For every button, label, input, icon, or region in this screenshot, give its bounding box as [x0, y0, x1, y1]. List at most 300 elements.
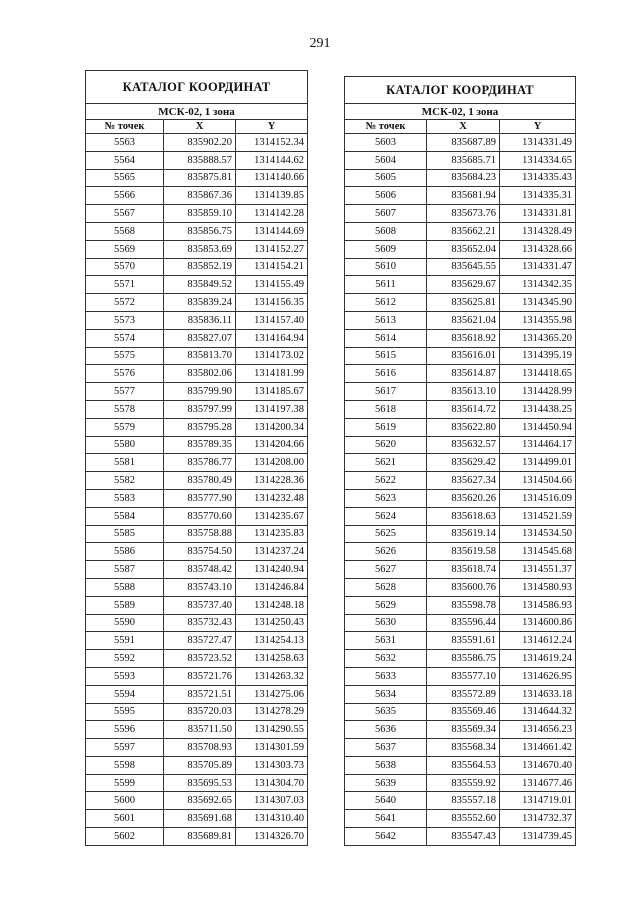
y-coordinate-cell: 1314156.35 — [236, 294, 308, 312]
y-coordinate-cell: 1314248.18 — [236, 596, 308, 614]
y-coordinate-cell: 1314499.01 — [500, 454, 576, 472]
point-number-cell: 5608 — [345, 222, 427, 240]
table-row — [345, 436, 576, 454]
y-coordinate-cell: 1314612.24 — [500, 632, 576, 650]
x-coordinate-cell: 835786.77 — [164, 454, 236, 472]
table-row — [345, 596, 576, 614]
x-coordinate-cell: 835569.34 — [427, 721, 500, 739]
x-coordinate-cell: 835568.34 — [427, 739, 500, 757]
y-coordinate-cell: 1314140.66 — [236, 169, 308, 187]
point-number-cell: 5602 — [86, 828, 164, 846]
y-coordinate-cell: 1314719.01 — [500, 792, 576, 810]
y-coordinate-cell: 1314504.66 — [500, 472, 576, 490]
point-number-cell: 5600 — [86, 792, 164, 810]
y-coordinate-cell: 1314310.40 — [236, 810, 308, 828]
table-row — [345, 525, 576, 543]
y-coordinate-cell: 1314152.34 — [236, 134, 308, 152]
x-coordinate-cell: 835618.92 — [427, 329, 500, 347]
table-row — [86, 489, 308, 507]
table-row — [345, 507, 576, 525]
x-coordinate-cell: 835711.50 — [164, 721, 236, 739]
table-row — [345, 169, 576, 187]
y-coordinate-cell: 1314342.35 — [500, 276, 576, 294]
x-coordinate-cell: 835552.60 — [427, 810, 500, 828]
table-row — [86, 418, 308, 436]
y-coordinate-cell: 1314301.59 — [236, 739, 308, 757]
table-row — [86, 578, 308, 596]
point-number-cell: 5614 — [345, 329, 427, 347]
x-coordinate-cell: 835629.67 — [427, 276, 500, 294]
point-number-cell: 5621 — [345, 454, 427, 472]
x-coordinate-cell: 835559.92 — [427, 774, 500, 792]
y-coordinate-cell: 1314258.63 — [236, 650, 308, 668]
table-row — [345, 703, 576, 721]
table-row — [345, 561, 576, 579]
point-number-cell: 5609 — [345, 240, 427, 258]
table-row — [86, 828, 308, 846]
table-row — [86, 151, 308, 169]
point-number-cell: 5574 — [86, 329, 164, 347]
point-number-cell: 5579 — [86, 418, 164, 436]
table-row — [345, 222, 576, 240]
x-coordinate-cell: 835692.65 — [164, 792, 236, 810]
y-coordinate-cell: 1314155.49 — [236, 276, 308, 294]
table-row — [345, 632, 576, 650]
table-row — [345, 543, 576, 561]
y-coordinate-cell: 1314656.23 — [500, 721, 576, 739]
point-number-cell: 5631 — [345, 632, 427, 650]
x-coordinate-cell: 835691.68 — [164, 810, 236, 828]
table-row — [86, 276, 308, 294]
coordinate-catalog-right — [344, 76, 576, 846]
table-row — [86, 596, 308, 614]
x-coordinate-cell: 835802.06 — [164, 365, 236, 383]
y-coordinate-cell: 1314275.06 — [236, 685, 308, 703]
y-coordinate-cell: 1314534.50 — [500, 525, 576, 543]
table-row — [345, 756, 576, 774]
table-row — [86, 294, 308, 312]
y-coordinate-cell: 1314345.90 — [500, 294, 576, 312]
x-coordinate-cell: 835613.10 — [427, 383, 500, 401]
x-coordinate-cell: 835695.53 — [164, 774, 236, 792]
table-row — [345, 739, 576, 757]
point-number-cell: 5616 — [345, 365, 427, 383]
catalog-title: КАТАЛОГ КООРДИНАТ — [86, 71, 308, 104]
point-number-cell: 5568 — [86, 222, 164, 240]
table-row — [345, 792, 576, 810]
column-header-x: X — [427, 120, 500, 134]
y-coordinate-cell: 1314600.86 — [500, 614, 576, 632]
table-row — [86, 240, 308, 258]
y-coordinate-cell: 1314290.55 — [236, 721, 308, 739]
x-coordinate-cell: 835867.36 — [164, 187, 236, 205]
x-coordinate-cell: 835547.43 — [427, 828, 500, 846]
point-number-cell: 5582 — [86, 472, 164, 490]
y-coordinate-cell: 1314335.31 — [500, 187, 576, 205]
point-number-cell: 5613 — [345, 311, 427, 329]
y-coordinate-cell: 1314154.21 — [236, 258, 308, 276]
point-number-cell: 5601 — [86, 810, 164, 828]
table-row — [345, 258, 576, 276]
point-number-cell: 5615 — [345, 347, 427, 365]
y-coordinate-cell: 1314204.66 — [236, 436, 308, 454]
point-number-cell: 5604 — [345, 151, 427, 169]
x-coordinate-cell: 835705.89 — [164, 756, 236, 774]
point-number-cell: 5629 — [345, 596, 427, 614]
column-header-x: X — [164, 120, 236, 134]
table-row — [345, 187, 576, 205]
point-number-cell: 5610 — [345, 258, 427, 276]
y-coordinate-cell: 1314173.02 — [236, 347, 308, 365]
point-number-cell: 5598 — [86, 756, 164, 774]
point-number-cell: 5633 — [345, 667, 427, 685]
point-number-cell: 5575 — [86, 347, 164, 365]
table-row — [86, 205, 308, 223]
point-number-cell: 5592 — [86, 650, 164, 668]
point-number-cell: 5618 — [345, 400, 427, 418]
y-coordinate-cell: 1314200.34 — [236, 418, 308, 436]
y-coordinate-cell: 1314464.17 — [500, 436, 576, 454]
x-coordinate-cell: 835758.88 — [164, 525, 236, 543]
x-coordinate-cell: 835596.44 — [427, 614, 500, 632]
table-row — [86, 739, 308, 757]
table-row — [345, 134, 576, 152]
x-coordinate-cell: 835849.52 — [164, 276, 236, 294]
x-coordinate-cell: 835723.52 — [164, 650, 236, 668]
x-coordinate-cell: 835853.69 — [164, 240, 236, 258]
table-row — [345, 454, 576, 472]
y-coordinate-cell: 1314450.94 — [500, 418, 576, 436]
table-row — [86, 222, 308, 240]
y-coordinate-cell: 1314246.84 — [236, 578, 308, 596]
table-row — [86, 685, 308, 703]
point-number-cell: 5632 — [345, 650, 427, 668]
table-row — [86, 365, 308, 383]
x-coordinate-cell: 835618.63 — [427, 507, 500, 525]
point-number-cell: 5625 — [345, 525, 427, 543]
table-row — [345, 685, 576, 703]
table-row — [345, 329, 576, 347]
point-number-cell: 5623 — [345, 489, 427, 507]
y-coordinate-cell: 1314307.03 — [236, 792, 308, 810]
point-number-cell: 5630 — [345, 614, 427, 632]
catalog-title: КАТАЛОГ КООРДИНАТ — [345, 77, 576, 104]
point-number-cell: 5639 — [345, 774, 427, 792]
y-coordinate-cell: 1314331.47 — [500, 258, 576, 276]
table-row — [86, 436, 308, 454]
point-number-cell: 5607 — [345, 205, 427, 223]
y-coordinate-cell: 1314521.59 — [500, 507, 576, 525]
point-number-cell: 5611 — [345, 276, 427, 294]
table-row — [345, 347, 576, 365]
x-coordinate-cell: 835852.19 — [164, 258, 236, 276]
point-number-cell: 5571 — [86, 276, 164, 294]
table-row — [86, 347, 308, 365]
x-coordinate-cell: 835564.53 — [427, 756, 500, 774]
y-coordinate-cell: 1314152.27 — [236, 240, 308, 258]
table-row — [345, 151, 576, 169]
x-coordinate-cell: 835620.26 — [427, 489, 500, 507]
table-row — [86, 756, 308, 774]
point-number-cell: 5617 — [345, 383, 427, 401]
table-row — [86, 703, 308, 721]
y-coordinate-cell: 1314328.49 — [500, 222, 576, 240]
y-coordinate-cell: 1314355.98 — [500, 311, 576, 329]
table-row — [86, 632, 308, 650]
x-coordinate-cell: 835856.75 — [164, 222, 236, 240]
x-coordinate-cell: 835673.76 — [427, 205, 500, 223]
y-coordinate-cell: 1314181.99 — [236, 365, 308, 383]
point-number-cell: 5635 — [345, 703, 427, 721]
table-row — [345, 721, 576, 739]
table-row — [345, 365, 576, 383]
point-number-cell: 5585 — [86, 525, 164, 543]
x-coordinate-cell: 835616.01 — [427, 347, 500, 365]
table-row — [86, 525, 308, 543]
x-coordinate-cell: 835748.42 — [164, 561, 236, 579]
y-coordinate-cell: 1314732.37 — [500, 810, 576, 828]
y-coordinate-cell: 1314235.83 — [236, 525, 308, 543]
table-row — [345, 614, 576, 632]
table-row — [86, 543, 308, 561]
table-row — [86, 507, 308, 525]
column-header-y: Y — [236, 120, 308, 134]
x-coordinate-cell: 835600.76 — [427, 578, 500, 596]
point-number-cell: 5583 — [86, 489, 164, 507]
point-number-cell: 5634 — [345, 685, 427, 703]
x-coordinate-cell: 835743.10 — [164, 578, 236, 596]
x-coordinate-cell: 835708.93 — [164, 739, 236, 757]
point-number-cell: 5584 — [86, 507, 164, 525]
table-row — [86, 400, 308, 418]
x-coordinate-cell: 835622.80 — [427, 418, 500, 436]
table-row — [86, 258, 308, 276]
x-coordinate-cell: 835586.75 — [427, 650, 500, 668]
point-number-cell: 5596 — [86, 721, 164, 739]
x-coordinate-cell: 835720.03 — [164, 703, 236, 721]
y-coordinate-cell: 1314395.19 — [500, 347, 576, 365]
y-coordinate-cell: 1314626.95 — [500, 667, 576, 685]
y-coordinate-cell: 1314331.49 — [500, 134, 576, 152]
catalog-zone: МСК-02, 1 зона — [345, 104, 576, 120]
y-coordinate-cell: 1314670.40 — [500, 756, 576, 774]
table-row — [345, 828, 576, 846]
y-coordinate-cell: 1314551.37 — [500, 561, 576, 579]
y-coordinate-cell: 1314326.70 — [236, 828, 308, 846]
y-coordinate-cell: 1314418.65 — [500, 365, 576, 383]
point-number-cell: 5576 — [86, 365, 164, 383]
point-number-cell: 5636 — [345, 721, 427, 739]
y-coordinate-cell: 1314586.93 — [500, 596, 576, 614]
x-coordinate-cell: 835614.72 — [427, 400, 500, 418]
x-coordinate-cell: 835754.50 — [164, 543, 236, 561]
x-coordinate-cell: 835618.74 — [427, 561, 500, 579]
table-row — [345, 294, 576, 312]
catalog-zone: МСК-02, 1 зона — [86, 104, 308, 120]
x-coordinate-cell: 835780.49 — [164, 472, 236, 490]
x-coordinate-cell: 835827.07 — [164, 329, 236, 347]
y-coordinate-cell: 1314157.40 — [236, 311, 308, 329]
point-number-cell: 5599 — [86, 774, 164, 792]
x-coordinate-cell: 835902.20 — [164, 134, 236, 152]
table-row — [345, 578, 576, 596]
x-coordinate-cell: 835721.51 — [164, 685, 236, 703]
y-coordinate-cell: 1314235.67 — [236, 507, 308, 525]
y-coordinate-cell: 1314263.32 — [236, 667, 308, 685]
point-number-cell: 5570 — [86, 258, 164, 276]
point-number-cell: 5572 — [86, 294, 164, 312]
x-coordinate-cell: 835681.94 — [427, 187, 500, 205]
x-coordinate-cell: 835621.04 — [427, 311, 500, 329]
point-number-cell: 5590 — [86, 614, 164, 632]
x-coordinate-cell: 835614.87 — [427, 365, 500, 383]
x-coordinate-cell: 835777.90 — [164, 489, 236, 507]
point-number-cell: 5642 — [345, 828, 427, 846]
point-number-cell: 5567 — [86, 205, 164, 223]
point-number-cell: 5566 — [86, 187, 164, 205]
point-number-cell: 5620 — [345, 436, 427, 454]
table-row — [86, 774, 308, 792]
table-row — [345, 650, 576, 668]
x-coordinate-cell: 835859.10 — [164, 205, 236, 223]
x-coordinate-cell: 835795.28 — [164, 418, 236, 436]
point-number-cell: 5626 — [345, 543, 427, 561]
point-number-cell: 5627 — [345, 561, 427, 579]
x-coordinate-cell: 835732.43 — [164, 614, 236, 632]
table-row — [86, 650, 308, 668]
table-row — [86, 667, 308, 685]
y-coordinate-cell: 1314240.94 — [236, 561, 308, 579]
point-number-cell: 5597 — [86, 739, 164, 757]
table-row — [345, 472, 576, 490]
point-number-cell: 5581 — [86, 454, 164, 472]
x-coordinate-cell: 835652.04 — [427, 240, 500, 258]
coordinate-catalog-left — [85, 70, 308, 846]
point-number-cell: 5578 — [86, 400, 164, 418]
point-number-cell: 5587 — [86, 561, 164, 579]
x-coordinate-cell: 835577.10 — [427, 667, 500, 685]
table-row — [86, 810, 308, 828]
point-number-cell: 5612 — [345, 294, 427, 312]
y-coordinate-cell: 1314545.68 — [500, 543, 576, 561]
table-row — [86, 187, 308, 205]
table-row — [345, 418, 576, 436]
point-number-cell: 5591 — [86, 632, 164, 650]
table-row — [86, 454, 308, 472]
y-coordinate-cell: 1314644.32 — [500, 703, 576, 721]
y-coordinate-cell: 1314661.42 — [500, 739, 576, 757]
y-coordinate-cell: 1314208.00 — [236, 454, 308, 472]
point-number-cell: 5580 — [86, 436, 164, 454]
y-coordinate-cell: 1314254.13 — [236, 632, 308, 650]
y-coordinate-cell: 1314228.36 — [236, 472, 308, 490]
point-number-cell: 5569 — [86, 240, 164, 258]
y-coordinate-cell: 1314197.38 — [236, 400, 308, 418]
y-coordinate-cell: 1314144.69 — [236, 222, 308, 240]
x-coordinate-cell: 835687.89 — [427, 134, 500, 152]
y-coordinate-cell: 1314185.67 — [236, 383, 308, 401]
y-coordinate-cell: 1314438.25 — [500, 400, 576, 418]
x-coordinate-cell: 835685.71 — [427, 151, 500, 169]
table-row — [345, 489, 576, 507]
y-coordinate-cell: 1314278.29 — [236, 703, 308, 721]
point-number-cell: 5565 — [86, 169, 164, 187]
table-row — [345, 667, 576, 685]
x-coordinate-cell: 835645.55 — [427, 258, 500, 276]
point-number-cell: 5563 — [86, 134, 164, 152]
x-coordinate-cell: 835662.21 — [427, 222, 500, 240]
point-number-cell: 5595 — [86, 703, 164, 721]
y-coordinate-cell: 1314619.24 — [500, 650, 576, 668]
x-coordinate-cell: 835836.11 — [164, 311, 236, 329]
y-coordinate-cell: 1314677.46 — [500, 774, 576, 792]
point-number-cell: 5624 — [345, 507, 427, 525]
x-coordinate-cell: 835797.99 — [164, 400, 236, 418]
y-coordinate-cell: 1314139.85 — [236, 187, 308, 205]
table-row — [345, 205, 576, 223]
point-number-cell: 5628 — [345, 578, 427, 596]
column-header-point: № точек — [345, 120, 427, 134]
point-number-cell: 5577 — [86, 383, 164, 401]
x-coordinate-cell: 835799.90 — [164, 383, 236, 401]
x-coordinate-cell: 835629.42 — [427, 454, 500, 472]
x-coordinate-cell: 835888.57 — [164, 151, 236, 169]
point-number-cell: 5586 — [86, 543, 164, 561]
y-coordinate-cell: 1314428.99 — [500, 383, 576, 401]
x-coordinate-cell: 835813.70 — [164, 347, 236, 365]
x-coordinate-cell: 835737.40 — [164, 596, 236, 614]
x-coordinate-cell: 835627.34 — [427, 472, 500, 490]
table-row — [86, 329, 308, 347]
y-coordinate-cell: 1314142.28 — [236, 205, 308, 223]
point-number-cell: 5637 — [345, 739, 427, 757]
y-coordinate-cell: 1314250.43 — [236, 614, 308, 632]
x-coordinate-cell: 835770.60 — [164, 507, 236, 525]
y-coordinate-cell: 1314304.70 — [236, 774, 308, 792]
x-coordinate-cell: 835619.14 — [427, 525, 500, 543]
table-row — [345, 810, 576, 828]
point-number-cell: 5605 — [345, 169, 427, 187]
table-row — [86, 311, 308, 329]
y-coordinate-cell: 1314335.43 — [500, 169, 576, 187]
table-row — [86, 614, 308, 632]
x-coordinate-cell: 835727.47 — [164, 632, 236, 650]
point-number-cell: 5619 — [345, 418, 427, 436]
point-number-cell: 5622 — [345, 472, 427, 490]
x-coordinate-cell: 835572.89 — [427, 685, 500, 703]
x-coordinate-cell: 835721.76 — [164, 667, 236, 685]
x-coordinate-cell: 835689.81 — [164, 828, 236, 846]
table-row — [86, 472, 308, 490]
point-number-cell: 5594 — [86, 685, 164, 703]
x-coordinate-cell: 835619.58 — [427, 543, 500, 561]
x-coordinate-cell: 835557.18 — [427, 792, 500, 810]
table-row — [86, 169, 308, 187]
x-coordinate-cell: 835839.24 — [164, 294, 236, 312]
y-coordinate-cell: 1314164.94 — [236, 329, 308, 347]
x-coordinate-cell: 835625.81 — [427, 294, 500, 312]
table-row — [345, 400, 576, 418]
table-row — [345, 774, 576, 792]
x-coordinate-cell: 835789.35 — [164, 436, 236, 454]
y-coordinate-cell: 1314328.66 — [500, 240, 576, 258]
table-row — [86, 134, 308, 152]
point-number-cell: 5640 — [345, 792, 427, 810]
x-coordinate-cell: 835569.46 — [427, 703, 500, 721]
y-coordinate-cell: 1314331.81 — [500, 205, 576, 223]
table-row — [345, 311, 576, 329]
table-row — [345, 276, 576, 294]
